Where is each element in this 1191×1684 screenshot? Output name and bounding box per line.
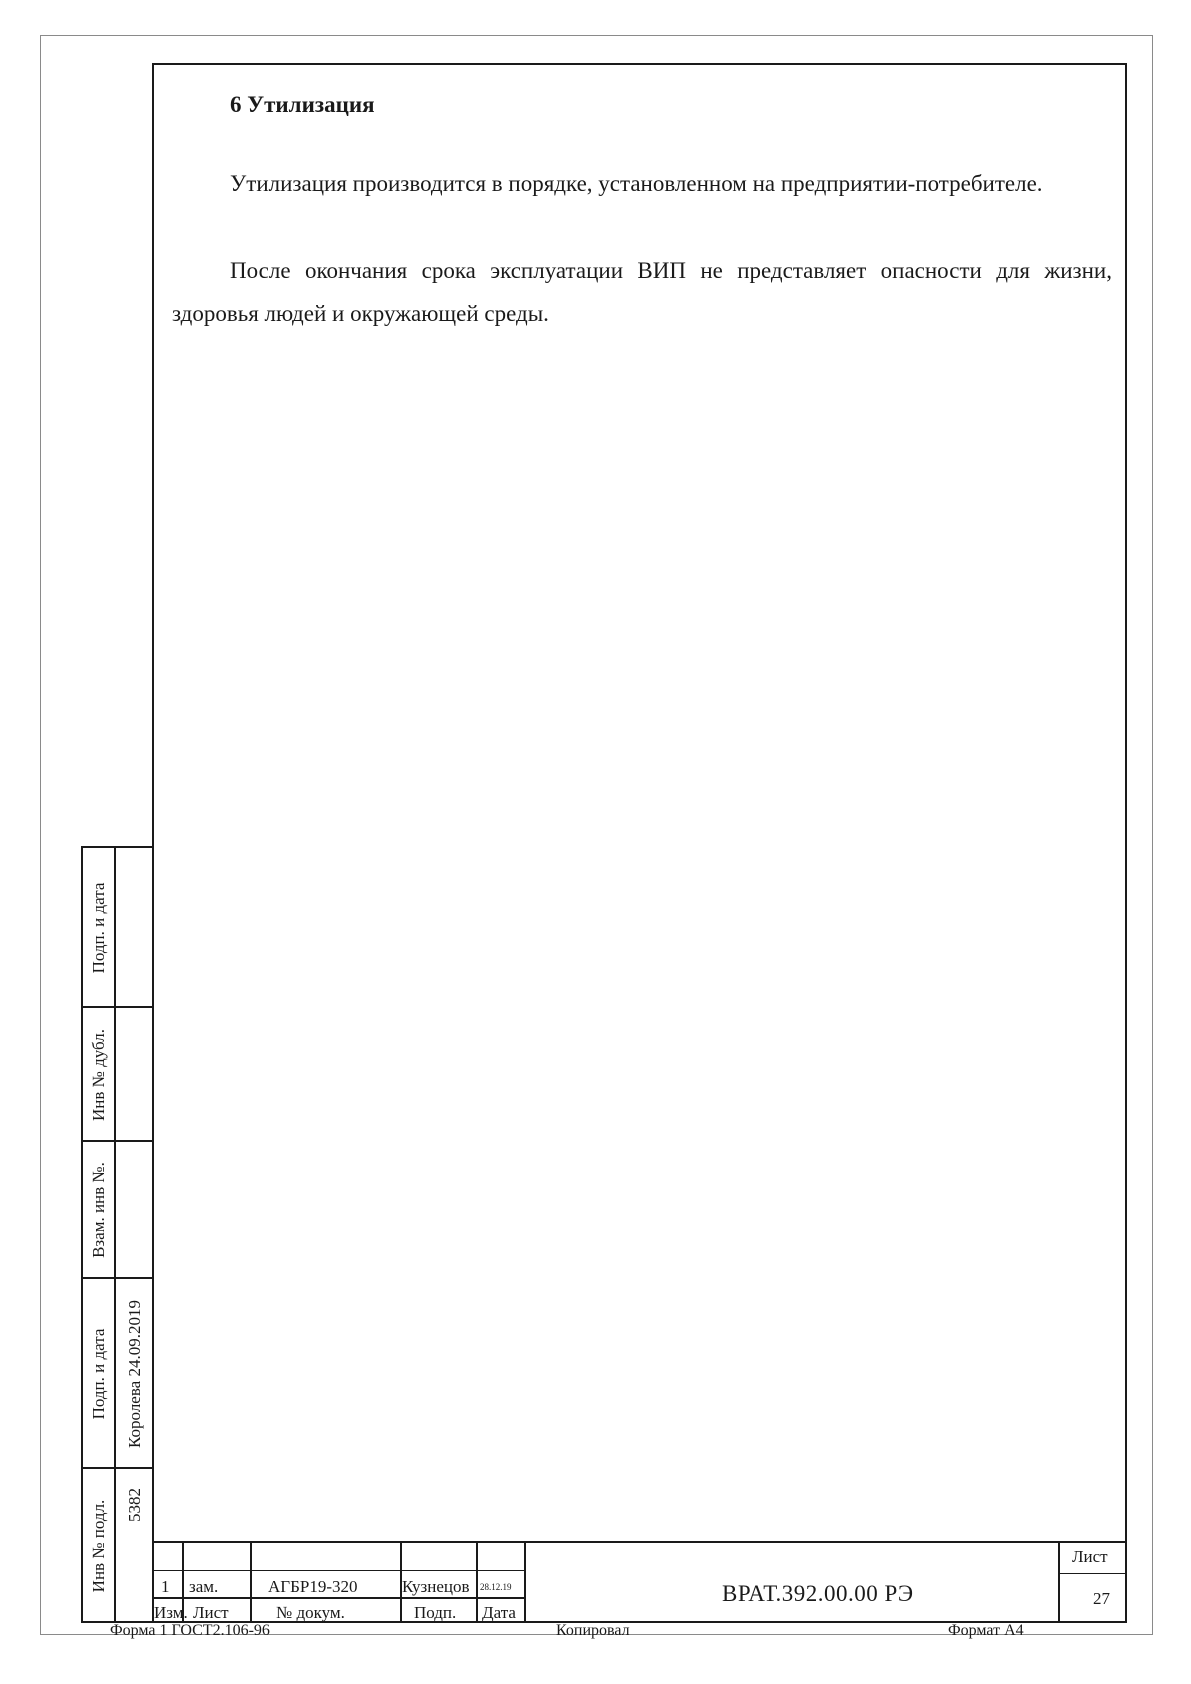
header-signature: Подп. [414, 1603, 457, 1622]
side-label: Взам. инв №. [89, 1162, 108, 1258]
tb-line [152, 1597, 524, 1599]
side-cell-signature-date-2 [83, 1279, 154, 1469]
rev-date: 28.12.19 [480, 1582, 512, 1592]
tb-line [1058, 1573, 1127, 1574]
footer-format: Формат А4 [948, 1622, 1024, 1639]
sheet-number: 27 [1093, 1589, 1110, 1608]
side-cell-replacement-inventory [83, 1142, 154, 1279]
paragraph-utilization: Утилизация производится в порядке, установленном на предприятии-потребителе. [230, 171, 1043, 196]
side-cell-signature-date-1 [83, 848, 154, 1008]
header-change: Изм. [154, 1603, 188, 1622]
rev-signature: Кузнецов [402, 1577, 470, 1596]
title-block [152, 1541, 1127, 1623]
section-heading: 6 Утилизация [230, 92, 375, 117]
tb-line [1058, 1543, 1060, 1623]
header-sheet: Лист [193, 1603, 229, 1622]
rev-doc-number: АГБР19-320 [268, 1577, 358, 1596]
tb-line [250, 1543, 252, 1623]
side-cell-original-inventory [83, 1469, 154, 1623]
tb-line [524, 1543, 526, 1623]
side-label: Подп. и дата [89, 1328, 108, 1420]
tb-line [152, 1570, 524, 1571]
footer-copied: Копировал [556, 1622, 630, 1639]
side-value-signature: Королева 24.09.2019 [125, 1300, 144, 1448]
side-label: Инв № подл. [89, 1499, 108, 1593]
header-doc-number: № докум. [276, 1603, 345, 1622]
paragraph-safety: После окончания срока эксплуатации ВИП не представляет опасности для жизни, здоровья людей и окружающей среды. [172, 258, 1112, 326]
rev-sheet: зам. [189, 1577, 219, 1596]
document-code: ВРАТ.392.00.00 РЭ [722, 1581, 914, 1606]
side-label: Инв № дубл. [89, 1028, 108, 1122]
rev-change: 1 [161, 1577, 170, 1596]
footer-form: Форма 1 ГОСТ2.106-96 [110, 1622, 270, 1639]
side-stamp-table [81, 846, 154, 1623]
sheet-label: Лист [1072, 1547, 1108, 1566]
side-cell-duplicate-inventory [83, 1008, 154, 1142]
tb-line [476, 1543, 478, 1623]
header-date: Дата [482, 1603, 516, 1622]
side-label: Подп. и дата [89, 882, 108, 974]
side-value-inventory-number: 5382 [125, 1488, 144, 1522]
